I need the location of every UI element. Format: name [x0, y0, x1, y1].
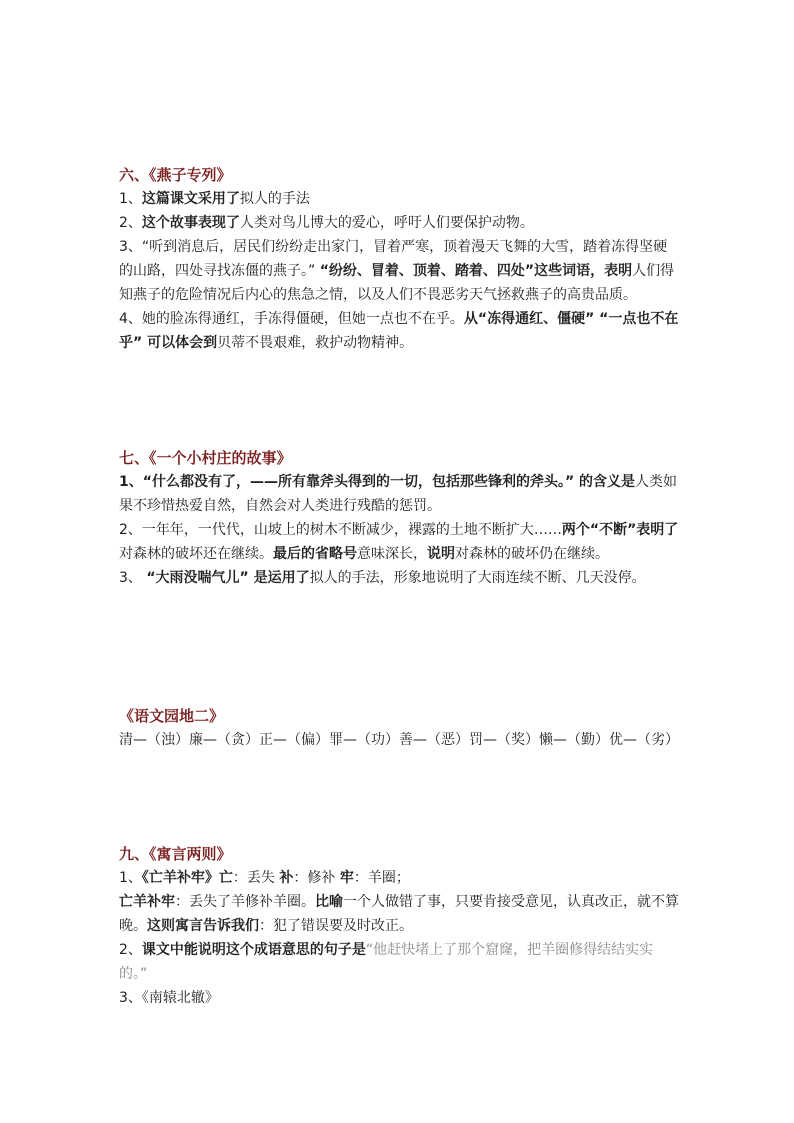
text: 一个人做错了事，只要肯接受意见，认真改正，就不算晚。 — [119, 894, 679, 934]
section-nine-line-3 — [119, 938, 679, 986]
text: ：丢失 — [232, 870, 280, 886]
bold-text: 从“冻得通红、僵硬” “一点也不在乎” 可以体会到 — [119, 311, 679, 351]
section-garden-body: 清—（浊）廉—（贪）正—（偏）罪—（功）善—（恶）罚—（奖）懒—（勤）优—（劣） — [119, 732, 679, 748]
section-seven-line-2 — [119, 518, 679, 566]
bold-text: 1、“什么都没有了，——所有靠斧头得到的一切，包括那些锋利的斧头。” 的含义是 — [119, 474, 636, 490]
num: 3、 — [119, 570, 147, 586]
text: 人类如果不珍惜热爱自然，自然会对人类进行残酷的惩罚。 — [119, 474, 678, 514]
bold-text: 这则寓言告诉我们 — [147, 918, 259, 934]
section-garden-title: 《语文园地二》 — [119, 707, 225, 725]
text: ：羊圈； — [353, 870, 410, 886]
num: 2、 — [119, 942, 142, 958]
quote-text: “他赶快堵上了那个窟窿，把羊圈修得结结实实的。” — [119, 942, 654, 982]
text: 2、一年年，一代代，山坡上的树木不断减少，裸露的土地不断扩大…… — [119, 522, 562, 538]
text: 拟人的手法 — [239, 191, 310, 207]
section-six-line-1 — [119, 187, 679, 211]
section-six-title: 六、《燕子专列》 — [119, 166, 232, 184]
section-garden — [119, 704, 679, 752]
text: 人们得知燕子的危险情况后内心的焦急之情，以及人们不畏恶劣天气拯救燕子的高贵品质。 — [119, 263, 675, 303]
bold-text: 这个故事表现了 — [141, 215, 240, 231]
text: 人类对鸟儿博大的爱心，呼吁人们要保护动物。 — [239, 215, 534, 231]
section-six-line-2 — [119, 211, 679, 235]
bold-text: 《亡羊补牢》亡 — [141, 870, 233, 886]
bold-text: 这篇课文采用了 — [141, 191, 240, 207]
text: ：修补 — [293, 870, 340, 886]
text: 对森林的破坏仍在继续。 — [455, 546, 609, 562]
text: 意味深长， — [357, 546, 427, 562]
bold-text: 课文中能说明这个成语意思的句子是 — [141, 942, 366, 958]
text: 拟人的手法，形象地说明了大雨连续不断、几天没停。 — [309, 570, 646, 586]
section-seven-line-1 — [119, 470, 679, 518]
section-nine-line-1 — [119, 866, 679, 890]
bold-text: “纷纷、冒着、顶着、踏着、四处”这些词语，表明 — [319, 263, 633, 279]
bold-text: “大雨没喘气儿” 是运用了 — [146, 570, 310, 586]
section-nine — [119, 842, 679, 1010]
text: 4、她的脸冻得通红，手冻得僵硬，但她一点也不在乎。 — [119, 311, 464, 327]
num: 2、 — [119, 215, 142, 231]
bold-text: 牢 — [339, 870, 354, 886]
text: ：丢失了羊修补羊圈。 — [175, 894, 315, 910]
text: 贝蒂不畏艰难，救护动物精神。 — [217, 335, 414, 351]
bold-text: 亡羊补牢 — [119, 894, 175, 910]
section-nine-title: 九、《寓言两则》 — [119, 845, 232, 863]
section-six-line-4 — [119, 307, 679, 355]
section-seven — [119, 446, 679, 590]
num: 1、 — [119, 870, 142, 886]
text: 3、“听到消息后，居民们纷纷走出家门，冒着严寒，顶着漫天飞舞的大雪，踏着冻得坚硬的山路，四处寻找冻僵的燕子。” — [119, 239, 668, 279]
bold-text: 最后的省略号 — [273, 546, 357, 562]
num: 1、 — [119, 191, 142, 207]
section-seven-title: 七、《一个小村庄的故事》 — [119, 449, 292, 467]
section-six — [119, 163, 679, 355]
section-seven-line-3 — [119, 566, 679, 590]
section-nine-line-2 — [119, 890, 679, 938]
text: 对森林的破坏还在继续。 — [119, 546, 273, 562]
bold-text: 两个“不断”表明了 — [561, 522, 679, 538]
bold-text: 补 — [279, 870, 294, 886]
bold-text: 比喻 — [315, 894, 343, 910]
bold-text: 说明 — [427, 546, 455, 562]
section-six-line-3 — [119, 235, 679, 307]
text: ：犯了错误要及时改正。 — [259, 918, 413, 934]
section-nine-line-4: 3、《南辕北辙》 — [119, 990, 219, 1006]
